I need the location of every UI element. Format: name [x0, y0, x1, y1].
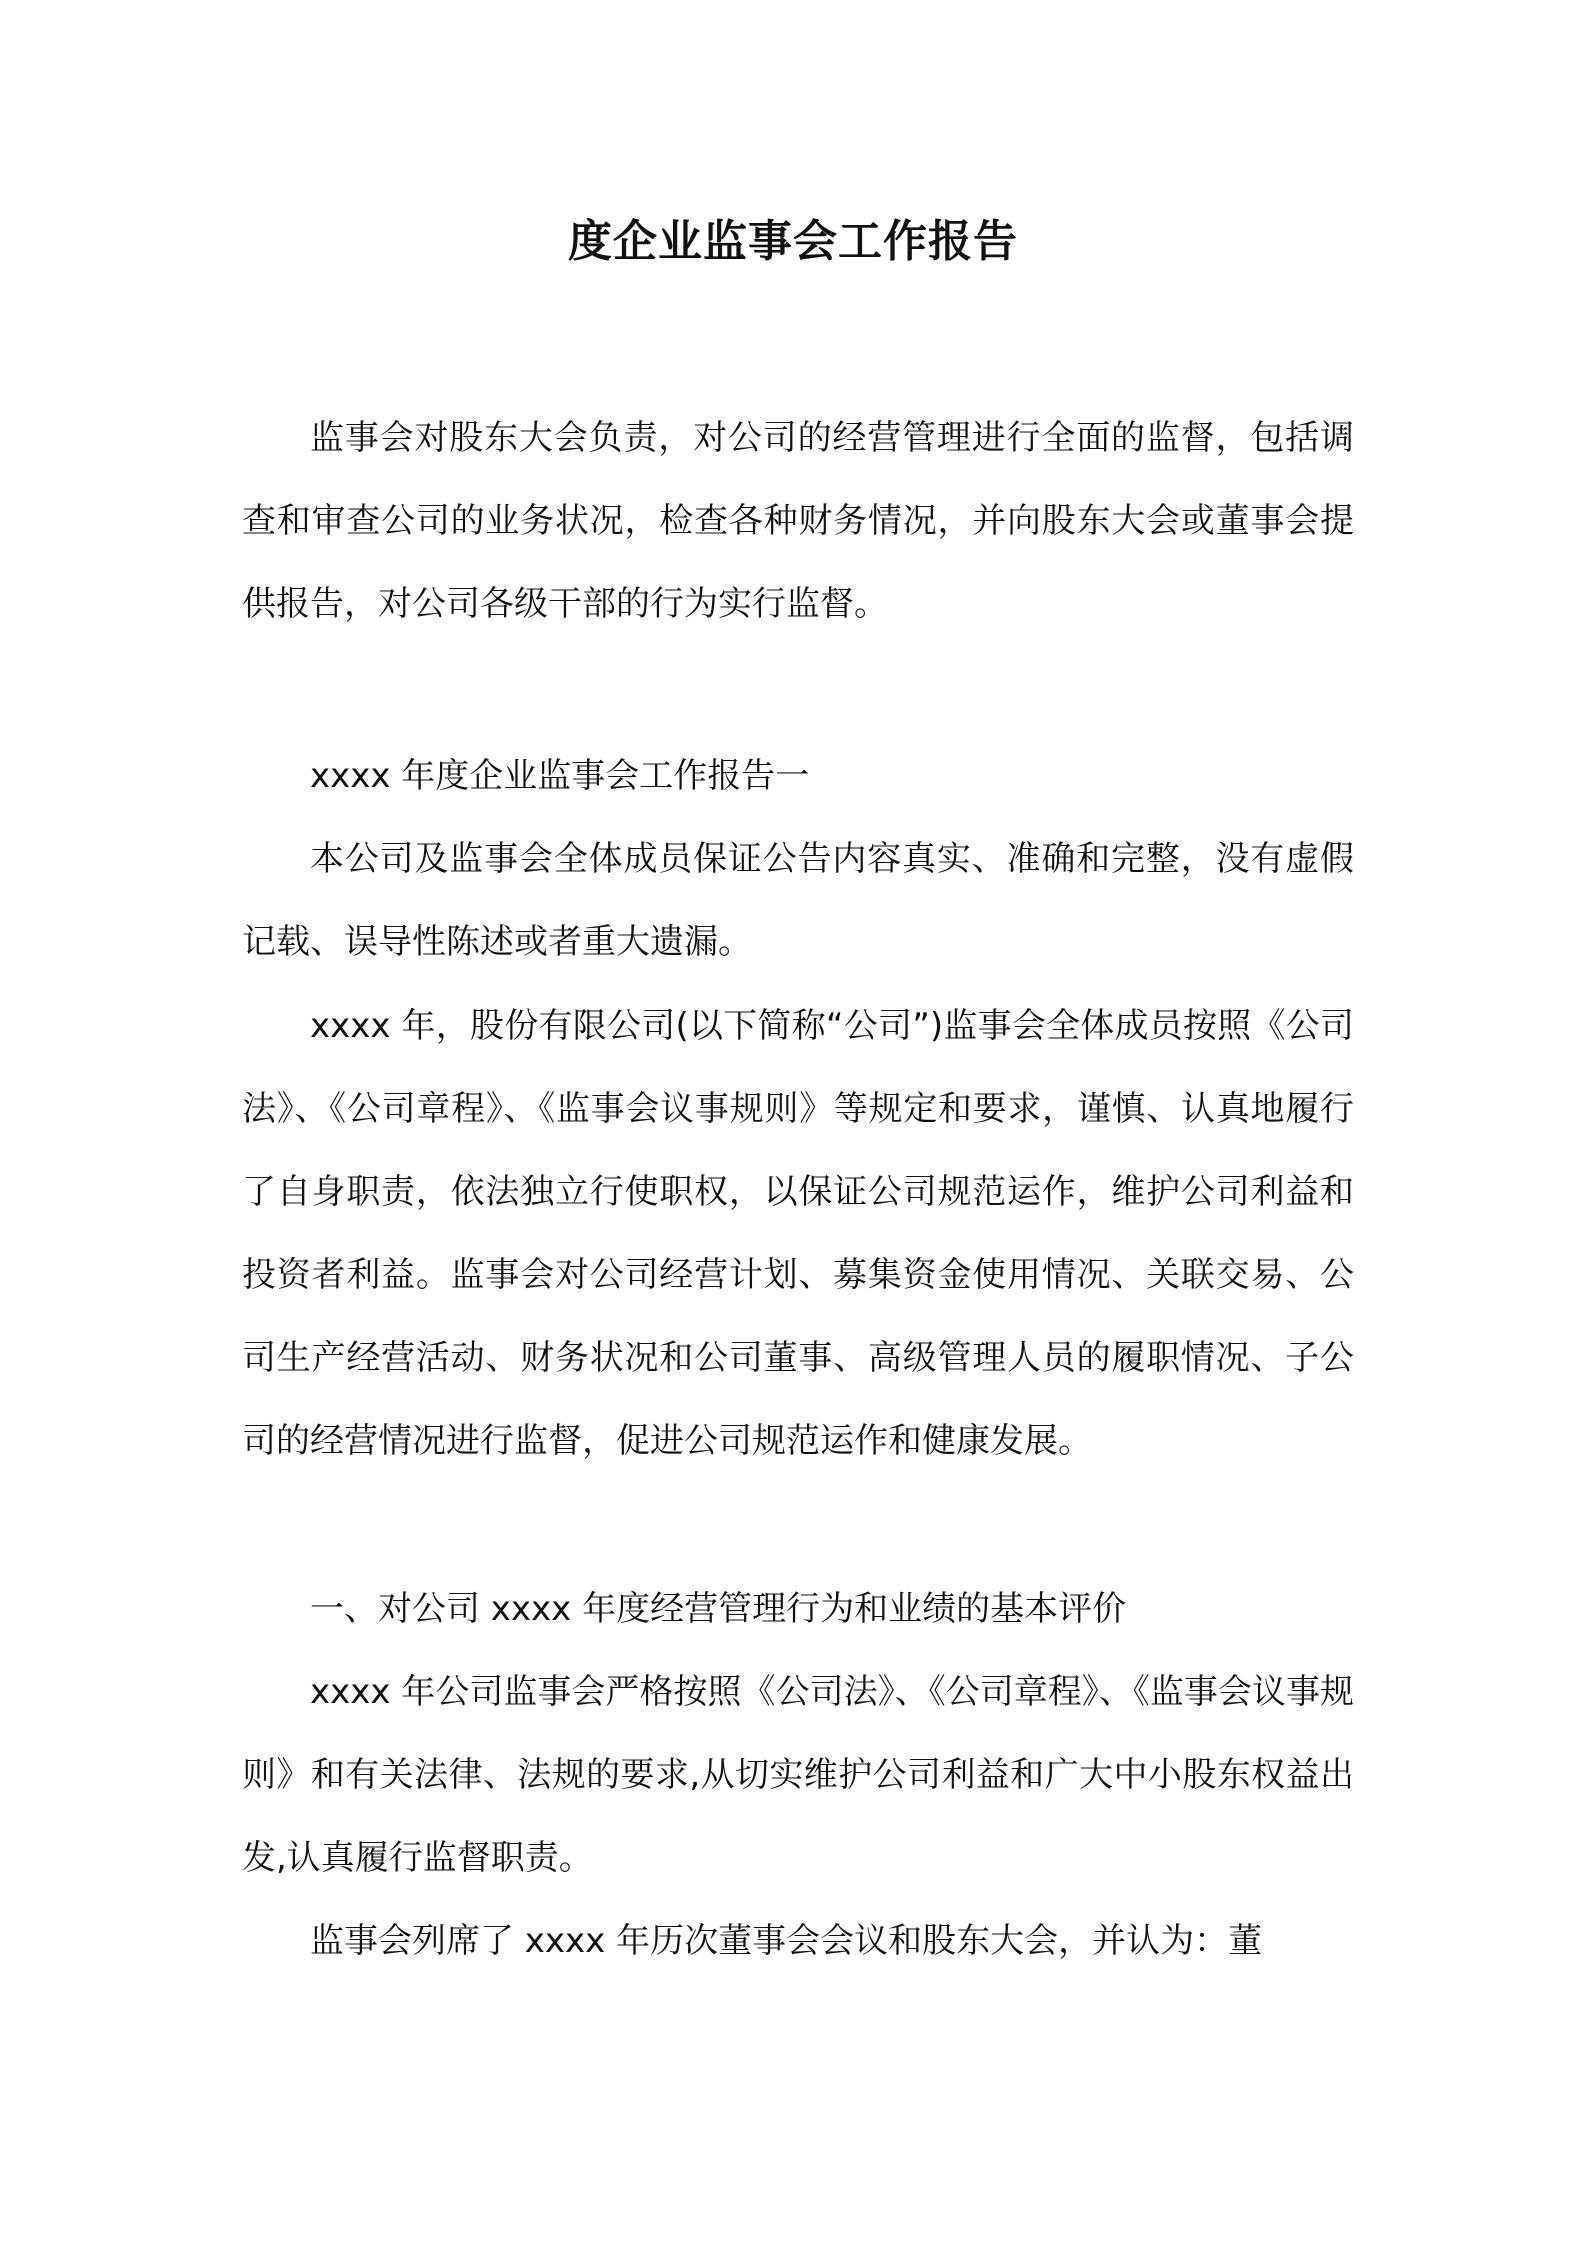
attendance-paragraph: 监事会列席了 xxxx 年历次董事会会议和股东大会，并认为：董: [310, 1921, 1263, 1961]
overview-paragraph: xxxx 年，股份有限公司(以下简称“公司”)监事会全体成员按照《公司法》、《公司章程》、《监事会议事规则》等规定和要求，谨慎、认真地履行了自身职责，依法独立行使职权，以保证公司规范运作，维护公司利益和投资者利益。监事会对公司经营计划、募集资金使用情况、关联交易、公司生产经营活动、财务状况和公司董事、高级管理人员的履职情况、子公司的经营情况进行监督，促进公司规范运作和健康发展。: [242, 1006, 1354, 1461]
document-title: 度企业监事会工作报告: [568, 216, 1018, 267]
section-1-heading: 一、对公司 xxxx 年度经营管理行为和业绩的基本评价: [310, 1589, 1127, 1629]
intro-paragraph: 监事会对股东大会负责，对公司的经营管理进行全面的监督，包括调查和审查公司的业务状况，检查各种财务情况，并向股东大会或董事会提供报告，对公司各级干部的行为实行监督。: [242, 418, 1354, 624]
report-heading: xxxx 年度企业监事会工作报告一: [310, 756, 810, 796]
guarantee-paragraph: 本公司及监事会全体成员保证公告内容真实、准确和完整，没有虚假记载、误导性陈述或者重大遗漏。: [242, 839, 1354, 962]
section-1-paragraph: xxxx 年公司监事会严格按照《公司法》、《公司章程》、《监事会议事规则》和有关法律、法规的要求,从切实维护公司利益和广大中小股东权益出发,认真履行监督职责。: [242, 1672, 1354, 1878]
